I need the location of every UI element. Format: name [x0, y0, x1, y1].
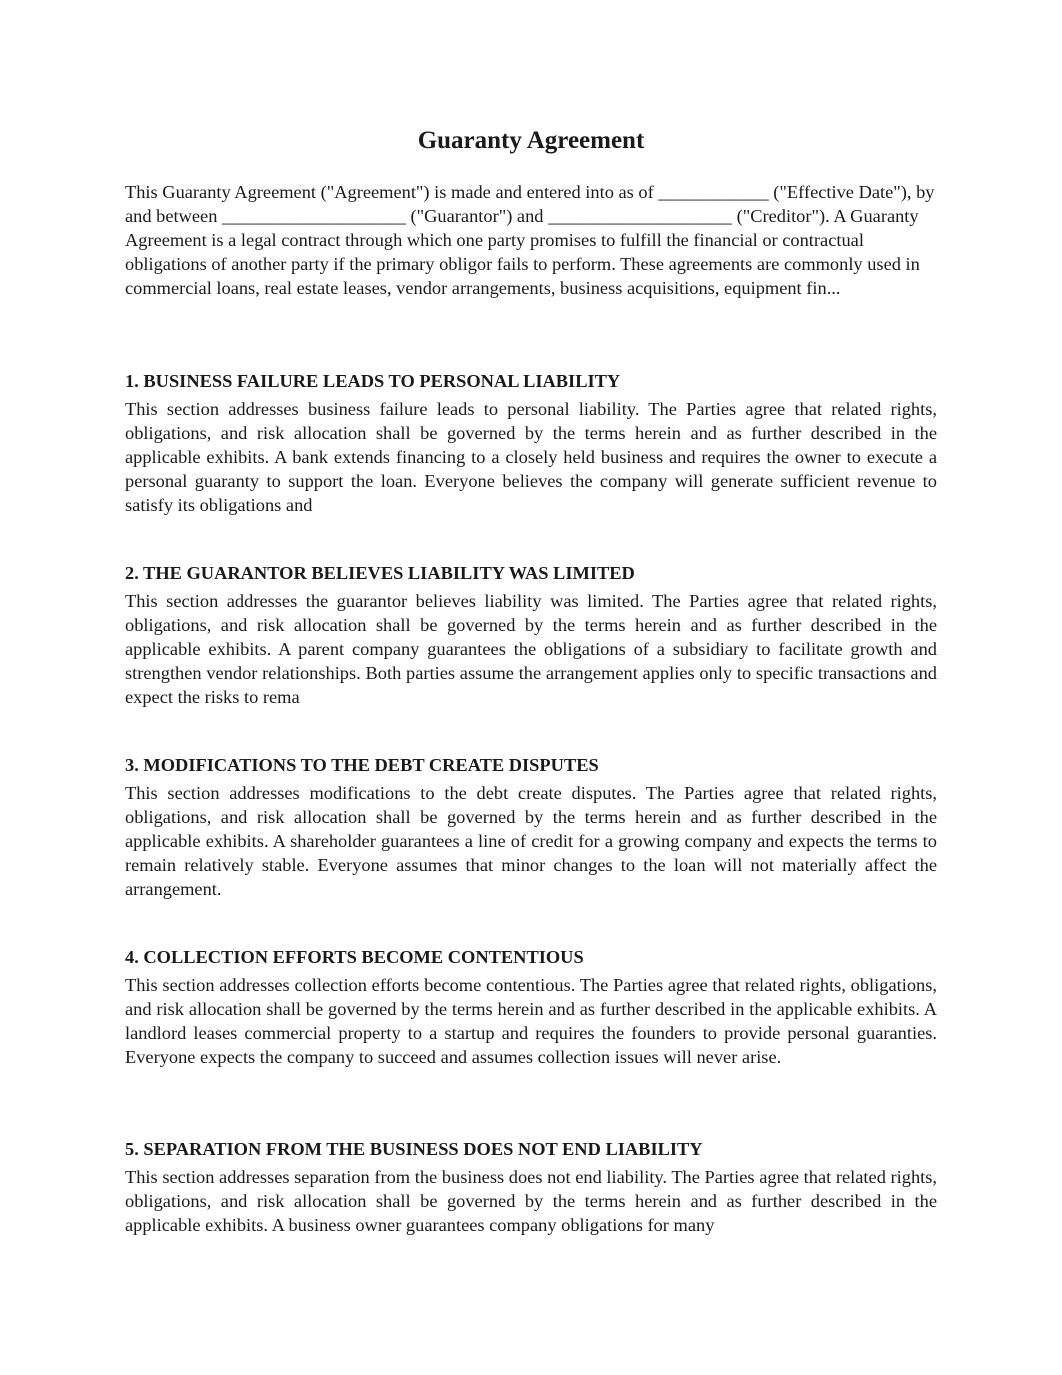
section-3-body: This section addresses modifications to the debt create disputes. The Parties agree that related rights, obligations, and risk allocation shall be governed by the terms herein and as further described in the applicable exhibits. A shareholder guarantees a line of credit for a growing company and expects the terms to remain relatively stable. Everyone assumes that minor changes to the loan will not materially affect the arrangement. — [125, 783, 937, 899]
section-2-heading: 2. THE GUARANTOR BELIEVES LIABILITY WAS LIMITED — [125, 563, 635, 583]
intro-paragraph: This Guaranty Agreement ("Agreement") is made and entered into as of ____________ ("Effective Date"), by and between ____________________ ("Guarantor") and ____________________ ("Creditor"). A Guaranty Agreement is a legal contract through which one party promises to fulfill the financial or contractual obligations of another party if the primary obligor fails to perform. These agreements are commonly used in commercial loans, real estate leases, vendor arrangements, business acquisitions, equipment fin... — [125, 182, 935, 298]
section-4-heading: 4. COLLECTION EFFORTS BECOME CONTENTIOUS — [125, 947, 584, 967]
section-5-body: This section addresses separation from the business does not end liability. The Parties agree that related rights, obligations, and risk allocation shall be governed by the terms herein and as further described in the applicable exhibits. A business owner guarantees company obligations for many — [125, 1167, 937, 1235]
section-2-body: This section addresses the guarantor believes liability was limited. The Parties agree that related rights, obligations, and risk allocation shall be governed by the terms herein and as further described in the applicable exhibits. A parent company guarantees the obligations of a subsidiary to facilitate growth and strengthen vendor relationships. Both parties assume the arrangement applies only to specific transactions and expect the risks to rema — [125, 591, 937, 707]
section-4-body: This section addresses collection efforts become contentious. The Parties agree that related rights, obligations, and risk allocation shall be governed by the terms herein and as further described in the applicable exhibits. A landlord leases commercial property to a startup and requires the founders to provide personal guaranties. Everyone expects the company to succeed and assumes collection issues will never arise. — [125, 975, 937, 1067]
section-3-heading: 3. MODIFICATIONS TO THE DEBT CREATE DISPUTES — [125, 755, 599, 775]
section-5-heading: 5. SEPARATION FROM THE BUSINESS DOES NOT END LIABILITY — [125, 1139, 703, 1159]
document-title: Guaranty Agreement — [417, 127, 645, 154]
section-1-heading: 1. BUSINESS FAILURE LEADS TO PERSONAL LIABILITY — [125, 371, 621, 391]
section-1-body: This section addresses business failure leads to personal liability. The Parties agree that related rights, obligations, and risk allocation shall be governed by the terms herein and as further described in the applicable exhibits. A bank extends financing to a closely held business and requires the owner to execute a personal guaranty to support the loan. Everyone believes the company will generate sufficient revenue to satisfy its obligations and — [125, 399, 937, 515]
